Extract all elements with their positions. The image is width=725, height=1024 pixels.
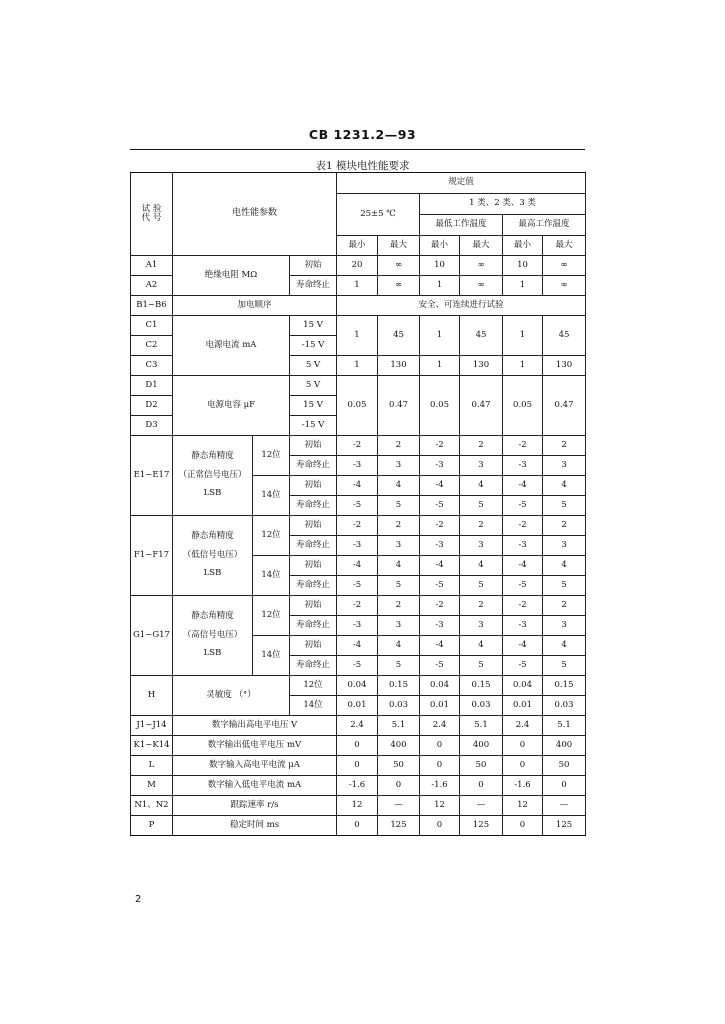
col-header-min: 最小: [503, 236, 543, 256]
cell-value: 5: [378, 656, 420, 676]
cell-condition: 15 V: [290, 316, 337, 336]
cell-value: 4: [378, 556, 420, 576]
table-row: [131, 436, 586, 456]
cell-code: L: [131, 756, 173, 776]
cell-value: 0.05: [337, 376, 378, 436]
cell-value: 130: [460, 356, 503, 376]
cell-value: 3: [460, 616, 503, 636]
cell-value: -3: [420, 456, 460, 476]
cell-value: 0.47: [543, 376, 586, 436]
cell-condition: 初始: [290, 256, 337, 276]
cell-condition: 寿命终止: [290, 456, 337, 476]
cell-condition: 寿命终止: [290, 496, 337, 516]
cell-value: 0.01: [337, 696, 378, 716]
cell-parameter: 灵敏度 （°）: [173, 676, 290, 716]
cell-resolution: 12位: [253, 436, 290, 476]
table-row: [131, 316, 586, 336]
parameter-unit: LSB: [203, 488, 222, 499]
cell-value: 0: [503, 816, 543, 836]
cell-value: -3: [337, 456, 378, 476]
cell-parameter: 绝缘电阻 MΩ: [173, 256, 290, 296]
cell-value: -4: [503, 556, 543, 576]
cell-value: 400: [460, 736, 503, 756]
cell-resolution: 12位: [253, 596, 290, 636]
cell-value: 3: [378, 536, 420, 556]
cell-value: 0: [420, 736, 460, 756]
cell-value: -4: [503, 636, 543, 656]
cell-value: -2: [337, 436, 378, 456]
cell-value: 0.47: [460, 376, 503, 436]
cell-value: 3: [378, 456, 420, 476]
cell-condition: 寿命终止: [290, 616, 337, 636]
cell-value: 10: [420, 256, 460, 276]
cell-value: ∞: [543, 256, 586, 276]
cell-parameter: [173, 596, 253, 676]
cell-value: -4: [337, 476, 378, 496]
cell-resolution: 14位: [253, 556, 290, 596]
cell-value: 0: [337, 756, 378, 776]
col-header-class-group: 1 类、2 类、3 类: [420, 194, 586, 215]
cell-value: 0: [337, 816, 378, 836]
cell-value: 0.01: [503, 696, 543, 716]
cell-value: -4: [420, 476, 460, 496]
cell-value: 50: [378, 756, 420, 776]
cell-value: 12: [337, 796, 378, 816]
cell-value: -5: [503, 656, 543, 676]
cell-value: 1: [337, 316, 378, 356]
cell-value: 4: [378, 476, 420, 496]
cell-value: 5: [378, 576, 420, 596]
cell-value: 45: [543, 316, 586, 356]
page-number: 2: [135, 894, 142, 905]
cell-value: 0: [337, 736, 378, 756]
table-row: [131, 796, 586, 816]
cell-value: ∞: [378, 276, 420, 296]
cell-value: 5.1: [543, 716, 586, 736]
cell-value: 5.1: [378, 716, 420, 736]
cell-value: 0: [420, 756, 460, 776]
cell-value: ∞: [378, 256, 420, 276]
cell-code: A1: [131, 256, 173, 276]
cell-value: 0.04: [337, 676, 378, 696]
parameter-name: 静态角精度: [191, 451, 234, 462]
cell-value: 2.4: [420, 716, 460, 736]
cell-value: 2: [460, 516, 503, 536]
cell-value: -2: [503, 436, 543, 456]
cell-value: 1: [503, 356, 543, 376]
table-row: [131, 516, 586, 536]
cell-value: -3: [503, 536, 543, 556]
cell-value: 12: [420, 796, 460, 816]
cell-value: 1: [420, 276, 460, 296]
cell-resolution: 14位: [253, 636, 290, 676]
cell-value: 0.15: [460, 676, 503, 696]
table-caption: 表1 模块电性能要求: [315, 160, 410, 172]
cell-parameter: 数字输出高电平电压 V: [173, 716, 337, 736]
cell-value: 3: [543, 456, 586, 476]
cell-parameter: 稳定时间 ms: [173, 816, 337, 836]
cell-condition: -15 V: [290, 416, 337, 436]
table-row: [131, 816, 586, 836]
col-header-max-temp: 最高工作温度: [503, 215, 586, 236]
cell-value: 5.1: [460, 716, 503, 736]
cell-parameter: [173, 516, 253, 596]
cell-value: 4: [460, 636, 503, 656]
cell-value: 2.4: [337, 716, 378, 736]
cell-value: —: [378, 796, 420, 816]
table-row: [131, 736, 586, 756]
cell-value: 400: [378, 736, 420, 756]
cell-value: 0: [420, 816, 460, 836]
cell-value: 0.05: [503, 376, 543, 436]
table-row: [131, 376, 586, 396]
cell-condition: 5 V: [290, 376, 337, 396]
cell-value: 0.04: [420, 676, 460, 696]
cell-value: 4: [543, 476, 586, 496]
cell-code: P: [131, 816, 173, 836]
cell-code: C1: [131, 316, 173, 336]
cell-value: -2: [420, 436, 460, 456]
cell-value: 3: [378, 616, 420, 636]
parameter-condition: （低信号电压）: [182, 549, 243, 560]
cell-value: -2: [420, 596, 460, 616]
cell-value: 0.04: [503, 676, 543, 696]
cell-value: 50: [543, 756, 586, 776]
cell-parameter: 电源电容 μF: [173, 376, 290, 436]
cell-value: -2: [503, 516, 543, 536]
col-header-parameter: 电性能参数: [173, 173, 337, 256]
cell-condition: 初始: [290, 556, 337, 576]
cell-value: -1.6: [420, 776, 460, 796]
cell-value: 0.01: [420, 696, 460, 716]
electrical-performance-table: [130, 172, 586, 836]
cell-value: -3: [337, 616, 378, 636]
cell-value: -4: [503, 476, 543, 496]
cell-value: 2: [378, 516, 420, 536]
cell-resolution: 14位: [290, 696, 337, 716]
cell-value: -2: [503, 596, 543, 616]
cell-parameter: [173, 436, 253, 516]
cell-value: 45: [378, 316, 420, 356]
cell-parameter: 数字输入高电平电流 μA: [173, 756, 337, 776]
cell-value: 1: [337, 276, 378, 296]
cell-condition: 寿命终止: [290, 276, 337, 296]
cell-value: 0: [460, 776, 503, 796]
cell-value: 5: [543, 656, 586, 676]
cell-value: 125: [460, 816, 503, 836]
cell-condition: 初始: [290, 436, 337, 456]
cell-resolution: 12位: [290, 676, 337, 696]
cell-value: 5: [460, 496, 503, 516]
col-header-specified-value: 规定值: [337, 173, 586, 194]
cell-code: M: [131, 776, 173, 796]
parameter-name: 静态角精度: [191, 531, 234, 542]
cell-value: 20: [337, 256, 378, 276]
cell-parameter: 跟踪速率 r/s: [173, 796, 337, 816]
cell-value: 0.05: [420, 376, 460, 436]
cell-code: D2: [131, 396, 173, 416]
cell-value: -5: [337, 496, 378, 516]
cell-value: 5: [378, 496, 420, 516]
cell-value: -3: [420, 536, 460, 556]
cell-value: -5: [337, 656, 378, 676]
cell-value: 4: [460, 476, 503, 496]
cell-value: —: [543, 796, 586, 816]
cell-parameter: 电源电流 mA: [173, 316, 290, 376]
table-row: [131, 716, 586, 736]
table-row: [131, 296, 586, 316]
cell-resolution: 14位: [253, 476, 290, 516]
cell-value: 12: [503, 796, 543, 816]
cell-value: 0.47: [378, 376, 420, 436]
header-rule: [130, 149, 585, 150]
cell-code: K1~K14: [131, 736, 173, 756]
col-header-max: 最大: [378, 236, 420, 256]
col-header-min: 最小: [420, 236, 460, 256]
cell-condition: 寿命终止: [290, 536, 337, 556]
cell-value: 4: [543, 556, 586, 576]
cell-value: 1: [420, 316, 460, 356]
cell-value: -5: [337, 576, 378, 596]
cell-value: -3: [337, 536, 378, 556]
cell-condition: -15 V: [290, 336, 337, 356]
cell-value: 2: [378, 596, 420, 616]
table-row: [131, 676, 586, 696]
cell-code: E1~E17: [131, 436, 173, 516]
cell-value: 10: [503, 256, 543, 276]
cell-condition: 初始: [290, 636, 337, 656]
cell-value: -2: [337, 596, 378, 616]
cell-value: -1.6: [337, 776, 378, 796]
cell-code: C3: [131, 356, 173, 376]
col-header-min-temp: 最低工作温度: [420, 215, 503, 236]
cell-value: 1: [337, 356, 378, 376]
cell-value: -4: [337, 556, 378, 576]
parameter-name: 静态角精度: [191, 611, 234, 622]
cell-value: 4: [460, 556, 503, 576]
parameter-unit: LSB: [203, 648, 222, 659]
cell-parameter: 加电顺序: [173, 296, 337, 316]
cell-value: -3: [503, 456, 543, 476]
cell-resolution: 12位: [253, 516, 290, 556]
cell-value: 0: [503, 756, 543, 776]
cell-value: 0.15: [543, 676, 586, 696]
table-row: [131, 776, 586, 796]
cell-value: 125: [543, 816, 586, 836]
cell-condition: 初始: [290, 476, 337, 496]
cell-parameter: 数字输出低电平电压 mV: [173, 736, 337, 756]
col-header-code: 试 验 代 号: [131, 173, 173, 256]
cell-value: -1.6: [503, 776, 543, 796]
cell-value: 4: [543, 636, 586, 656]
cell-value: -2: [420, 516, 460, 536]
col-header-max: 最大: [460, 236, 503, 256]
cell-value: 3: [543, 536, 586, 556]
cell-code: F1~F17: [131, 516, 173, 596]
cell-condition: 5 V: [290, 356, 337, 376]
cell-value: -5: [420, 656, 460, 676]
cell-code: B1~B6: [131, 296, 173, 316]
cell-condition: 初始: [290, 516, 337, 536]
cell-value: 2: [460, 596, 503, 616]
cell-value: 5: [460, 576, 503, 596]
cell-value: 2: [543, 596, 586, 616]
cell-value: 400: [543, 736, 586, 756]
cell-value: 1: [420, 356, 460, 376]
col-header-25c: 25±5 ℃: [337, 194, 420, 236]
cell-value: 45: [460, 316, 503, 356]
cell-value: -5: [420, 496, 460, 516]
cell-code: D3: [131, 416, 173, 436]
cell-value: 0.15: [378, 676, 420, 696]
cell-value: 5: [460, 656, 503, 676]
cell-value: 2.4: [503, 716, 543, 736]
cell-value: 3: [460, 536, 503, 556]
cell-value: 0: [543, 776, 586, 796]
cell-code: J1~J14: [131, 716, 173, 736]
cell-code: N1、N2: [131, 796, 173, 816]
cell-value: -5: [503, 496, 543, 516]
cell-code: C2: [131, 336, 173, 356]
cell-value: ∞: [543, 276, 586, 296]
cell-value: -4: [420, 556, 460, 576]
cell-value: 130: [378, 356, 420, 376]
cell-value: -4: [420, 636, 460, 656]
cell-value: 0: [503, 736, 543, 756]
cell-code: D1: [131, 376, 173, 396]
cell-value: 1: [503, 276, 543, 296]
col-header-max: 最大: [543, 236, 586, 256]
parameter-condition: （高信号电压）: [182, 629, 243, 640]
cell-value: 2: [543, 516, 586, 536]
cell-value: -5: [420, 576, 460, 596]
table-row: [131, 756, 586, 776]
cell-value: 0.03: [378, 696, 420, 716]
cell-value: 2: [460, 436, 503, 456]
cell-value: 5: [543, 496, 586, 516]
cell-value: ∞: [460, 276, 503, 296]
cell-value: 3: [543, 616, 586, 636]
cell-value: 5: [543, 576, 586, 596]
parameter-unit: LSB: [203, 568, 222, 579]
cell-value: 2: [543, 436, 586, 456]
cell-value: 50: [460, 756, 503, 776]
cell-value: —: [460, 796, 503, 816]
table-row: [131, 596, 586, 616]
cell-condition: 初始: [290, 596, 337, 616]
cell-value: -2: [337, 516, 378, 536]
cell-parameter: 数字输入低电平电流 mA: [173, 776, 337, 796]
parameter-condition: （正常信号电压）: [178, 469, 247, 480]
cell-value: -3: [420, 616, 460, 636]
cell-code: A2: [131, 276, 173, 296]
cell-value: 0.03: [460, 696, 503, 716]
table-row: [131, 256, 586, 276]
cell-code: G1~G17: [131, 596, 173, 676]
cell-value: 130: [543, 356, 586, 376]
cell-condition: 寿命终止: [290, 576, 337, 596]
cell-value: -4: [337, 636, 378, 656]
cell-value: 0: [378, 776, 420, 796]
document-header: CB 1231.2—93: [308, 127, 417, 142]
cell-value: ∞: [460, 256, 503, 276]
cell-value: -3: [503, 616, 543, 636]
cell-value: 125: [378, 816, 420, 836]
col-header-min: 最小: [337, 236, 378, 256]
cell-value: 3: [460, 456, 503, 476]
cell-value: -5: [503, 576, 543, 596]
cell-condition: 15 V: [290, 396, 337, 416]
cell-value: 1: [503, 316, 543, 356]
cell-value: 4: [378, 636, 420, 656]
cell-value: 2: [378, 436, 420, 456]
cell-condition: 寿命终止: [290, 656, 337, 676]
cell-code: H: [131, 676, 173, 716]
cell-requirement: 安全、可连续进行试验: [337, 296, 586, 316]
cell-value: 0.03: [543, 696, 586, 716]
